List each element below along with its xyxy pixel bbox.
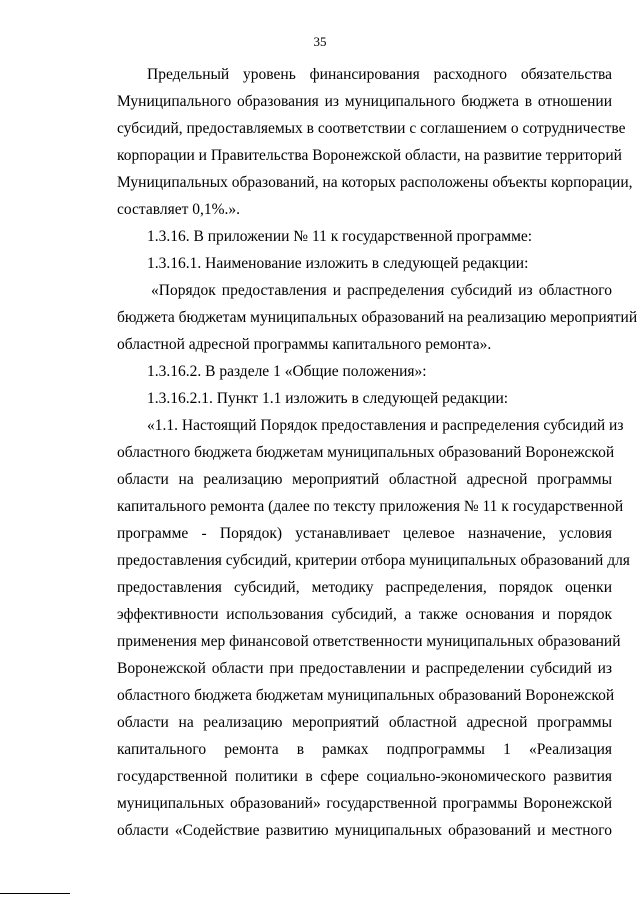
text-line: предоставления субсидий, методику распределения, порядок оценки [117, 579, 612, 596]
text-line: «Порядок предоставления и распределения субсидий из областного [151, 282, 612, 299]
text-line: Воронежской области при предоставлении и распределении субсидий из [117, 660, 612, 677]
text-line: капитального ремонта в рамках подпрограммы 1 «Реализация [117, 741, 612, 758]
text-line: областного бюджета бюджетам муниципальных образований Воронежской [117, 687, 615, 704]
text-line: корпорации и Правительства Воронежской области, на развитие территорий [117, 147, 622, 164]
text-line: Предельный уровень финансирования расходного обязательства [147, 66, 612, 83]
text-line: предоставления субсидий, критерии отбора муниципальных образований для [117, 552, 630, 569]
page-number: 35 [313, 34, 327, 49]
text-line: бюджета бюджетам муниципальных образований на реализацию мероприятий [117, 309, 638, 326]
text-line: применения мер финансовой ответственности муниципальных образований [117, 633, 621, 650]
text-line: капитального ремонта (далее по тексту приложения № 11 к государственной [117, 498, 624, 515]
text-line: эффективности использования субсидий, а также основания и порядок [117, 606, 612, 623]
text-line: области на реализацию мероприятий областной адресной программы [117, 471, 612, 488]
text-line: «1.1. Настоящий Порядок предоставления и распределения субсидий из [147, 417, 624, 434]
text-line: 1.3.16.1. Наименование изложить в следующей редакции: [147, 255, 529, 272]
text-line: субсидий, предоставляемых в соответствии с соглашением о сотрудничестве [117, 120, 626, 137]
text-line: Муниципальных образований, на которых расположены объекты корпорации, [117, 174, 633, 191]
text-line: 1.3.16. В приложении № 11 к государственной программе: [147, 228, 533, 245]
text-line: областного бюджета бюджетам муниципальных образований Воронежской [117, 444, 615, 461]
text-line: 1.3.16.2. В разделе 1 «Общие положения»: [147, 363, 427, 380]
text-line: области на реализацию мероприятий областной адресной программы [117, 714, 612, 731]
text-line: программе - Порядок) устанавливает целевое назначение, условия [117, 525, 612, 542]
text-line: 1.3.16.2.1. Пункт 1.1 изложить в следующей редакции: [147, 390, 509, 407]
text-line: области «Содействие развитию муниципальных образований и местного [117, 822, 612, 839]
text-line: составляет 0,1%.». [117, 201, 241, 218]
text-line: Муниципального образования из муниципального бюджета в отношении [117, 93, 612, 110]
text-line: муниципальных образований» государственной программы Воронежской [117, 795, 612, 812]
text-line: государственной политики в сфере социально-экономического развития [117, 768, 612, 785]
footer-rule [0, 893, 70, 894]
text-line: областной адресной программы капитального ремонта». [117, 336, 492, 353]
